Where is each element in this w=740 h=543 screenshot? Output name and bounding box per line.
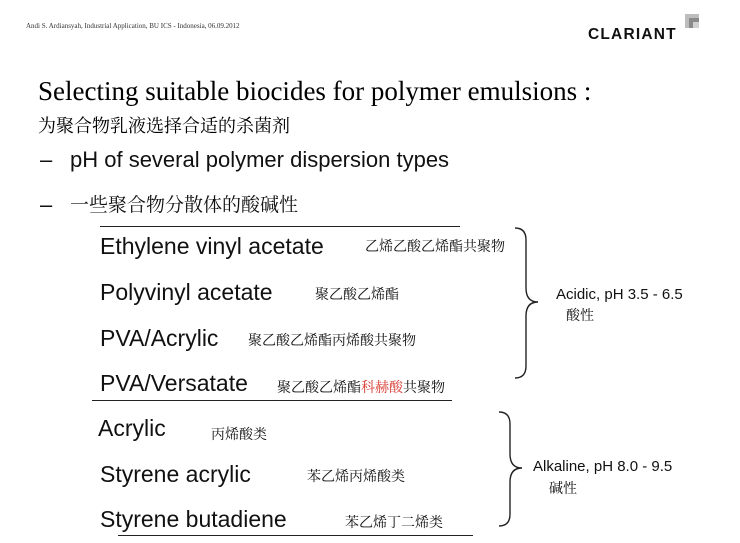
polymer-name-cn: 聚乙酸乙烯酯丙烯酸共聚物: [248, 333, 416, 349]
polymer-name-cn: 苯乙烯丁二烯类: [345, 515, 443, 531]
polymer-name-cn: [277, 377, 445, 397]
header-meta: Andi S. Ardiansyah, Industrial Application, BU ICS - Indonesia, 06.09.2012: [26, 22, 240, 30]
polymer-name: Ethylene vinyl acetate: [100, 233, 324, 259]
divider-middle: [92, 400, 452, 401]
polymer-name: Polyvinyl acetate: [100, 279, 273, 305]
bullet-ph-dispersion: pH of several polymer dispersion types: [70, 147, 450, 172]
cn-part: 聚乙酸乙烯酯: [277, 380, 361, 396]
polymer-name: Acrylic: [98, 415, 166, 441]
polymer-name-cn: 丙烯酸类: [211, 427, 267, 443]
alkaline-label-cn: 碱性: [549, 481, 577, 497]
logo-mark-icon: [685, 14, 699, 28]
logo-text: CLARIANT: [588, 26, 677, 43]
slide-title-cn: 为聚合物乳液选择合适的杀菌剂: [38, 116, 290, 137]
divider-top: [100, 226, 460, 227]
polymer-name: PVA/Versatate: [100, 370, 248, 396]
bullet-ph-dispersion-cn: 一些聚合物分散体的酸碱性: [70, 194, 299, 216]
alkaline-label: Alkaline, pH 8.0 - 9.5: [533, 458, 673, 475]
cn-part-highlight: 科赫酸: [361, 380, 403, 396]
polymer-name: PVA/Acrylic: [100, 325, 219, 351]
alkaline-brace-icon: [496, 410, 526, 528]
polymer-name: Styrene acrylic: [100, 461, 251, 487]
polymer-name-cn: 聚乙酸乙烯酯: [315, 287, 399, 303]
polymer-name: Styrene butadiene: [100, 506, 287, 532]
acidic-label-cn: 酸性: [566, 308, 594, 324]
slide-title: Selecting suitable biocides for polymer emulsions :: [38, 76, 592, 106]
acidic-label: Acidic, pH 3.5 - 6.5: [556, 286, 683, 303]
cn-part: 共聚物: [403, 380, 445, 396]
acidic-brace-icon: [512, 226, 542, 381]
polymer-name-cn: 苯乙烯丙烯酸类: [307, 469, 405, 485]
bullet-dash: –: [40, 192, 53, 217]
polymer-name-cn: 乙烯乙酸乙烯酯共聚物: [365, 239, 505, 255]
bullet-dash: –: [40, 147, 53, 172]
clariant-logo: [588, 14, 708, 44]
divider-bottom: [118, 535, 473, 536]
